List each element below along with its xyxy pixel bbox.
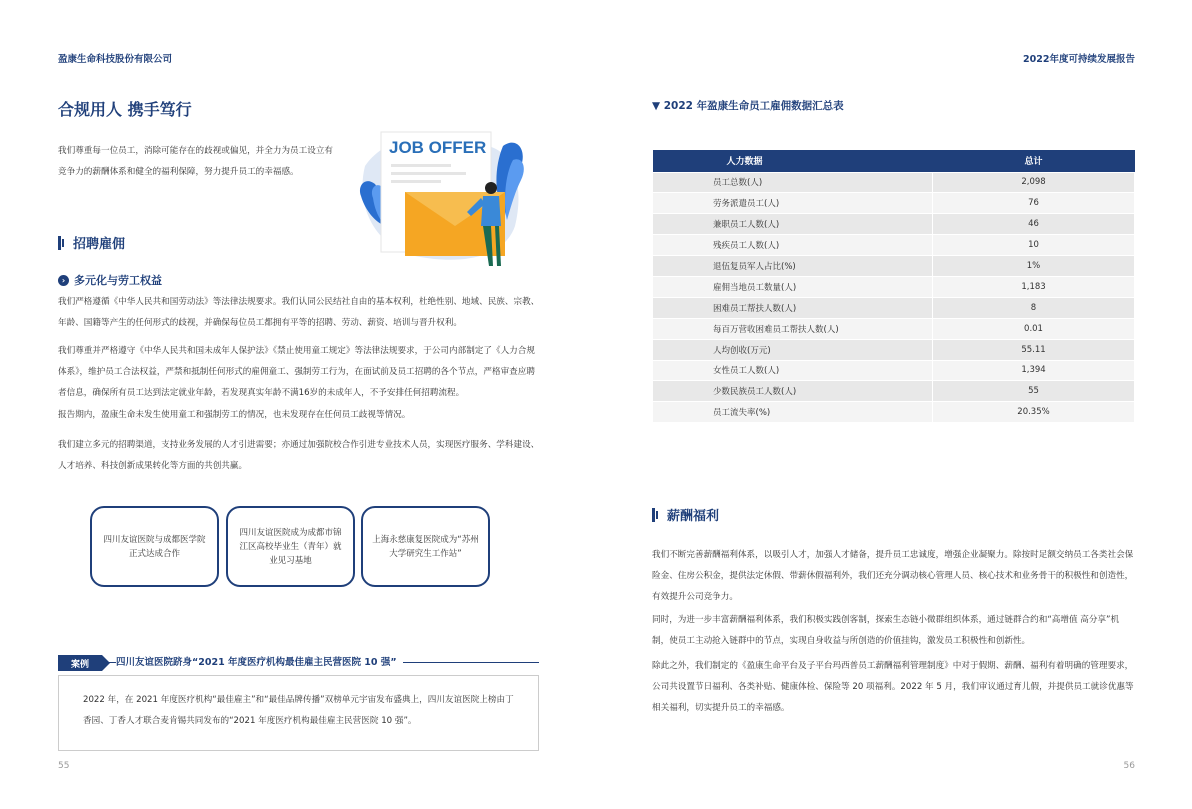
section-compensation: 薪酬福利	[652, 505, 719, 524]
paragraph: 我们不断完善薪酬福利体系，以吸引人才，加强人才储备，提升员工忠诚度，增强企业凝聚力。除按时足额交纳员工各类社会保险金、住房公积金，提供法定休假、带薪休假福利外，我们还充分调动核心管理人员、核心技术和业务骨干的积极性和创造性，有效提升公司竞争力。	[652, 550, 1134, 602]
company-name: 盈康生命科技股份有限公司	[58, 54, 173, 65]
report-name: 2022年度可持续发展报告	[1023, 54, 1135, 65]
table-row: 残疾员工人数(人) 10	[653, 235, 1135, 256]
paragraph: 我们建立多元的招聘渠道，支持业务发展的人才引进需要；亦通过加强院校合作引进专业技术人员，实现医疗服务、学科建设、人才培养、科技创新成果转化等方面的共创共赢。	[58, 440, 540, 471]
case-body: 2022 年，在 2021 年度医疗机构“最佳雇主”和“最佳品牌传播”双榜单元宇宙发布盛典上，四川友谊医院上榜由丁香园、丁香人才联合麦肯锡共同发布的“2021 年度医疗机构最佳雇主民营医院 10 强”。	[58, 675, 539, 751]
case-tag: 案例	[58, 655, 102, 671]
paragraph: 同时，为进一步丰富薪酬福利体系，我们积极实践创客制，探索生态链小微群组织体系，通过链群合约和“高增值 高分享”机制，使员工主动抢入链群中的节点，实现自身收益与所创造的价值挂钩，激发员工积极性和创新性。	[652, 615, 1120, 646]
employment-table	[652, 150, 1135, 423]
table-row: 员工流失率(%) 20.35%	[653, 402, 1135, 423]
subsection-diversity: › 多元化与劳工权益	[58, 272, 162, 288]
cooperation-box: 四川友谊医院与成都医学院正式达成合作	[90, 506, 219, 587]
cooperation-box: 四川友谊医院成为成都市锦江区高校毕业生（青年）就业见习基地	[226, 506, 355, 587]
page-number-left: 55	[58, 761, 70, 771]
paragraph: 我们尊重并严格遵守《中华人民共和国未成年人保护法》《禁止使用童工规定》等法律法规要求，于公司内部制定了《人力合规体系》，维护员工合法权益，严禁和抵制任何形式的雇佣童工、强制劳工行为，在面试前及员工招聘的各个节点，严格审查应聘者信息，确保所有员工达到法定就业年龄，若发现真实年龄不满16岁的未成年人，不予安排任何招聘流程。	[58, 346, 535, 398]
table-header: 总计	[933, 150, 1135, 172]
page-title: 合规用人 携手笃行	[58, 100, 192, 119]
intro-text: 我们尊重每一位员工，消除可能存在的歧视或偏见，并全力为员工设立有竞争力的薪酬体系和健全的福利保障，努力提升员工的幸福感。	[58, 146, 334, 177]
job-offer-text: JOB OFFER	[389, 138, 487, 157]
table-row: 员工总数(人) 2,098	[653, 172, 1135, 193]
paragraph: 我们严格遵循《中华人民共和国劳动法》等法律法规要求。我们认同公民结社自由的基本权利，杜绝性别、地域、民族、宗教、年龄、国籍等产生的任何形式的歧视，并确保每位员工都拥有平等的招聘、劳动、薪资、培训与晋升权利。	[58, 297, 540, 328]
paragraph: 报告期内，盈康生命未发生使用童工和强制劳工的情况，也未发现存在任何员工歧视等情况。	[58, 410, 411, 420]
case-title: 四川友谊医院跻身“2021 年度医疗机构最佳雇主民营医院 10 强”	[116, 654, 403, 668]
table-row: 每百万营收困难员工帮扶人数(人) 0.01	[653, 318, 1135, 339]
table-title: ▼ 2022 年盈康生命员工雇佣数据汇总表	[652, 100, 844, 112]
case-header	[58, 655, 539, 671]
arrow-right-icon: ›	[58, 275, 69, 286]
section-recruitment: 招聘雇佣	[58, 233, 125, 252]
job-offer-illustration	[355, 126, 527, 268]
table-row: 兼职员工人数(人) 46	[653, 214, 1135, 235]
cooperation-box: 上海永慈康复医院成为“苏州大学研究生工作站”	[361, 506, 490, 587]
table-row: 困难员工帮扶人数(人) 8	[653, 297, 1135, 318]
table-header: 人力数据	[653, 150, 933, 172]
paragraph: 除此之外，我们制定的《盈康生命平台及子平台玛西普员工薪酬福利管理制度》中对于假期、薪酬、福利有着明确的管理要求，公司共设置节日福利、各类补贴、健康体检、保险等 20 项福利。2022 年 5 月，我们审议通过育儿假，并提供员工就诊优惠等相关福利，切实提升员工的幸福感。	[652, 661, 1134, 713]
page-number-right: 56	[1123, 761, 1135, 771]
table-row: 退伍复员军人占比(%) 1%	[653, 256, 1135, 277]
table-row: 人均创收(万元) 55.11	[653, 339, 1135, 360]
table-row: 雇佣当地员工数量(人) 1,183	[653, 276, 1135, 297]
table-row: 少数民族员工人数(人) 55	[653, 381, 1135, 402]
table-row: 女性员工人数(人) 1,394	[653, 360, 1135, 381]
table-row: 劳务派遣员工(人) 76	[653, 193, 1135, 214]
